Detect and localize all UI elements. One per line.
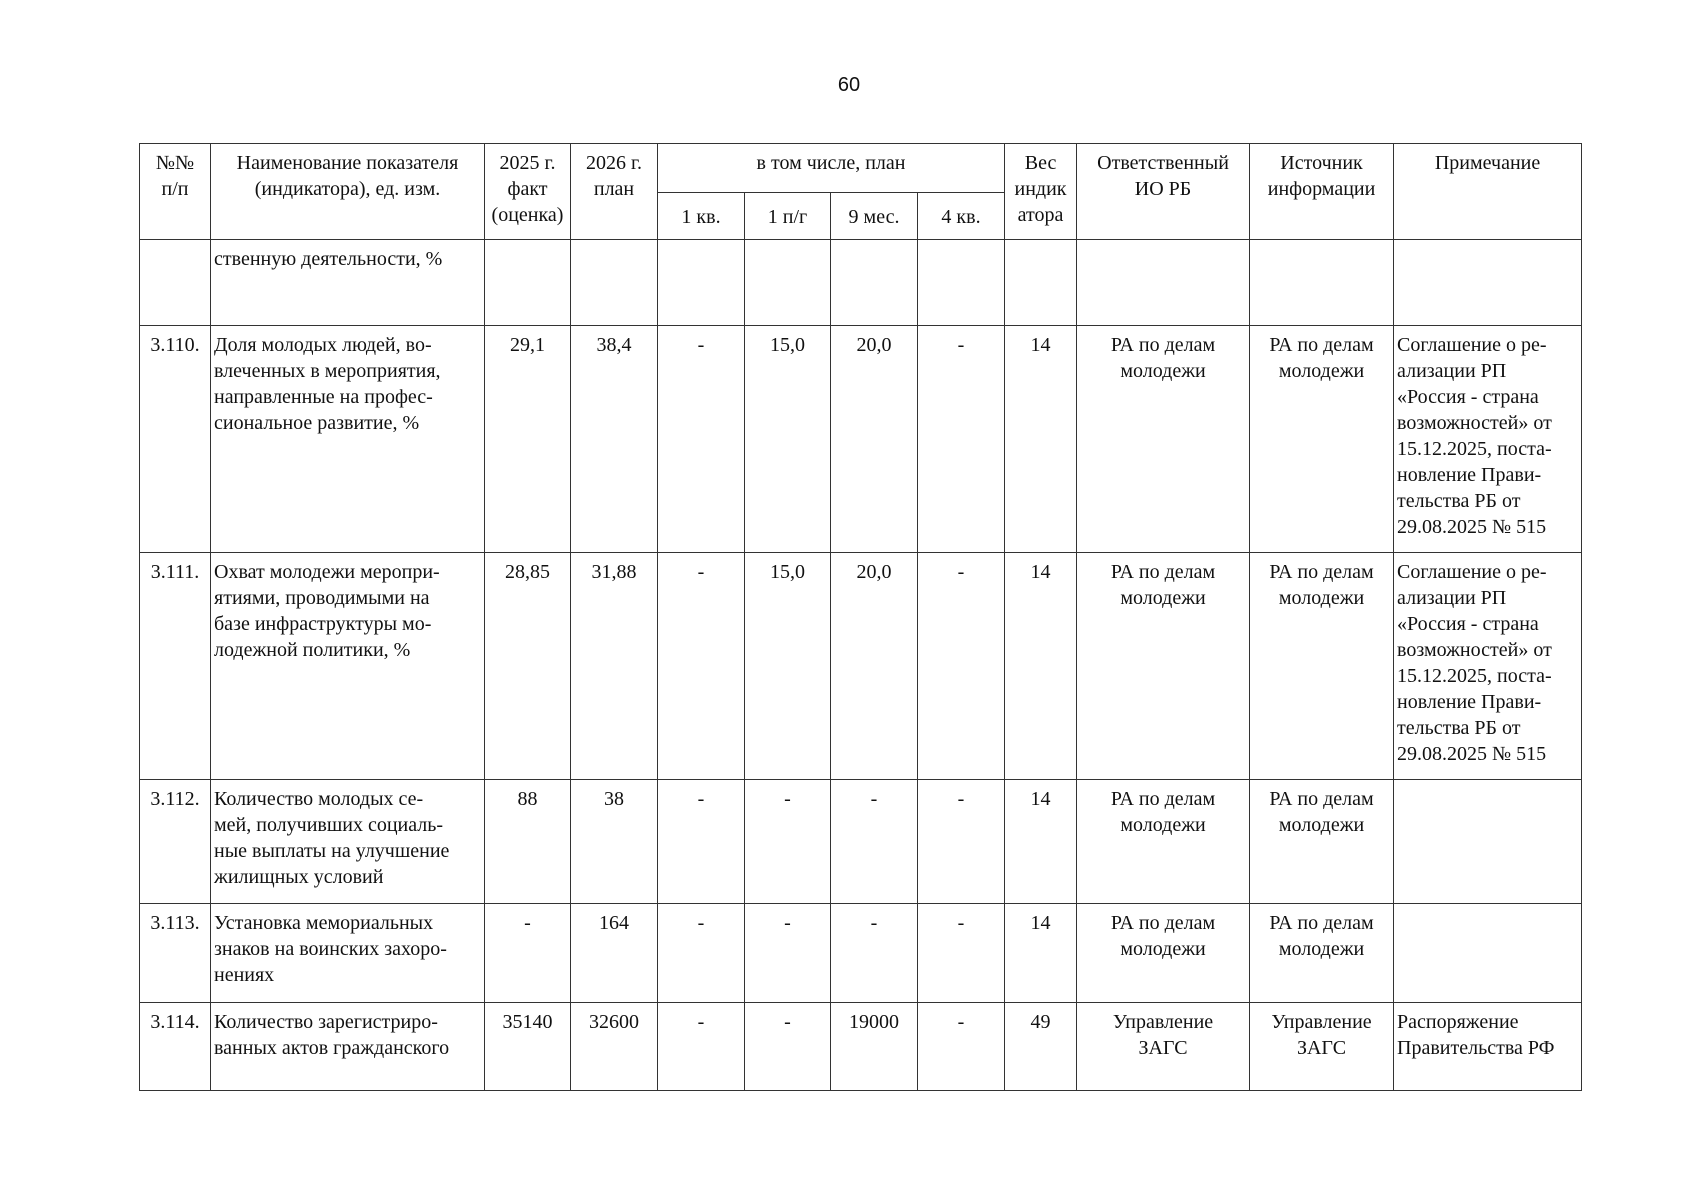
cell-fact-2025: 88 xyxy=(485,780,571,904)
cell-source: Управление ЗАГС xyxy=(1250,1003,1394,1091)
cell-q4 xyxy=(918,240,1005,326)
cell-q1: - xyxy=(658,326,745,553)
cell-source: РА по делам молодежи xyxy=(1250,326,1394,553)
cell-num: 3.111. xyxy=(140,553,211,780)
cell-plan-2026: 38 xyxy=(571,780,658,904)
header-q1: 1 кв. xyxy=(658,193,745,240)
table-row xyxy=(140,904,1582,1003)
cell-responsible: Управление ЗАГС xyxy=(1077,1003,1250,1091)
cell-q1: - xyxy=(658,553,745,780)
header-h1: 1 п/г xyxy=(745,193,831,240)
cell-weight: 14 xyxy=(1005,780,1077,904)
table-header xyxy=(140,144,1582,240)
table-row xyxy=(140,326,1582,553)
cell-responsible: РА по делам молодежи xyxy=(1077,553,1250,780)
cell-m9: - xyxy=(831,780,918,904)
cell-fact-2025: 35140 xyxy=(485,1003,571,1091)
indicators-table xyxy=(139,143,1582,1091)
cell-q1: - xyxy=(658,1003,745,1091)
cell-h1: - xyxy=(745,1003,831,1091)
cell-weight xyxy=(1005,240,1077,326)
cell-q1: - xyxy=(658,780,745,904)
cell-q4: - xyxy=(918,553,1005,780)
cell-fact-2025: 29,1 xyxy=(485,326,571,553)
cell-source: РА по делам молодежи xyxy=(1250,553,1394,780)
cell-num: 3.114. xyxy=(140,1003,211,1091)
cell-h1: - xyxy=(745,904,831,1003)
cell-note xyxy=(1394,904,1582,1003)
cell-fact-2025 xyxy=(485,240,571,326)
cell-q4: - xyxy=(918,904,1005,1003)
cell-weight: 14 xyxy=(1005,904,1077,1003)
cell-num: 3.112. xyxy=(140,780,211,904)
header-plan-2026: 2026 г. план xyxy=(571,144,658,240)
header-weight: Вес индик атора xyxy=(1005,144,1077,240)
cell-name: Количество молодых се- мей, получивших социаль- ные выплаты на улучшение жилищных условий xyxy=(211,780,485,904)
cell-source xyxy=(1250,240,1394,326)
header-responsible: Ответственный ИО РБ xyxy=(1077,144,1250,240)
cell-name: Количество зарегистриро- ванных актов гражданского xyxy=(211,1003,485,1091)
table-body xyxy=(140,240,1582,1091)
cell-note: Распоряжение Правительства РФ xyxy=(1394,1003,1582,1091)
cell-q4: - xyxy=(918,780,1005,904)
header-m9: 9 мес. xyxy=(831,193,918,240)
cell-m9: 19000 xyxy=(831,1003,918,1091)
table-row xyxy=(140,1003,1582,1091)
cell-responsible: РА по делам молодежи xyxy=(1077,780,1250,904)
table-row xyxy=(140,240,1582,326)
cell-name: ственную деятельности, % xyxy=(211,240,485,326)
header-num: №№ п/п xyxy=(140,144,211,240)
cell-h1: 15,0 xyxy=(745,553,831,780)
cell-name: Установка мемориальных знаков на воинских захоро- нениях xyxy=(211,904,485,1003)
cell-plan-2026: 38,4 xyxy=(571,326,658,553)
cell-fact-2025: 28,85 xyxy=(485,553,571,780)
cell-m9 xyxy=(831,240,918,326)
cell-source: РА по делам молодежи xyxy=(1250,904,1394,1003)
cell-q1: - xyxy=(658,904,745,1003)
cell-source: РА по делам молодежи xyxy=(1250,780,1394,904)
page-number: 60 xyxy=(837,74,861,96)
table-row xyxy=(140,553,1582,780)
header-incl-plan: в том числе, план xyxy=(658,144,1005,193)
cell-responsible: РА по делам молодежи xyxy=(1077,904,1250,1003)
cell-m9: 20,0 xyxy=(831,326,918,553)
header-note: Примечание xyxy=(1394,144,1582,240)
cell-q1 xyxy=(658,240,745,326)
cell-plan-2026: 31,88 xyxy=(571,553,658,780)
cell-num: 3.110. xyxy=(140,326,211,553)
cell-num xyxy=(140,240,211,326)
cell-m9: 20,0 xyxy=(831,553,918,780)
cell-note: Соглашение о ре- ализации РП «Россия - страна возможностей» от 15.12.2025, поста- новление Прави- тельства РБ от 29.08.2025 № 515 xyxy=(1394,553,1582,780)
header-fact-2025: 2025 г. факт (оценка) xyxy=(485,144,571,240)
cell-note: Соглашение о ре- ализации РП «Россия - страна возможностей» от 15.12.2025, поста- новление Прави- тельства РБ от 29.08.2025 № 515 xyxy=(1394,326,1582,553)
cell-h1 xyxy=(745,240,831,326)
cell-fact-2025: - xyxy=(485,904,571,1003)
cell-name: Охват молодежи меропри- ятиями, проводимыми на базе инфраструктуры мо- лодежной политики, % xyxy=(211,553,485,780)
cell-weight: 49 xyxy=(1005,1003,1077,1091)
cell-q4: - xyxy=(918,326,1005,553)
cell-q4: - xyxy=(918,1003,1005,1091)
header-q4: 4 кв. xyxy=(918,193,1005,240)
cell-name: Доля молодых людей, во- влеченных в мероприятия, направленные на профес- сиональное развитие, % xyxy=(211,326,485,553)
header-name: Наименование показателя (индикатора), ед. изм. xyxy=(211,144,485,240)
cell-m9: - xyxy=(831,904,918,1003)
cell-responsible: РА по делам молодежи xyxy=(1077,326,1250,553)
cell-num: 3.113. xyxy=(140,904,211,1003)
cell-plan-2026: 164 xyxy=(571,904,658,1003)
table-row xyxy=(140,780,1582,904)
cell-responsible xyxy=(1077,240,1250,326)
cell-note xyxy=(1394,780,1582,904)
cell-weight: 14 xyxy=(1005,553,1077,780)
header-source: Источник информации xyxy=(1250,144,1394,240)
cell-h1: 15,0 xyxy=(745,326,831,553)
cell-note xyxy=(1394,240,1582,326)
cell-plan-2026: 32600 xyxy=(571,1003,658,1091)
cell-plan-2026 xyxy=(571,240,658,326)
cell-h1: - xyxy=(745,780,831,904)
cell-weight: 14 xyxy=(1005,326,1077,553)
